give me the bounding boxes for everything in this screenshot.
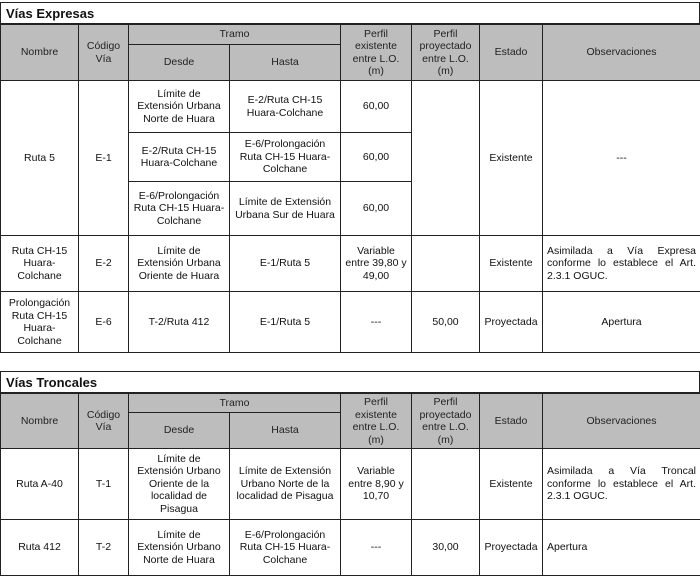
header-codigo: Código Vía [79,25,129,81]
cell-hasta: E-6/Prolongación Ruta CH-15 Huara-Colchane [230,133,341,182]
header-perfil-proyectado: Perfil proyectado entre L.O. (m) [412,394,480,449]
cell-observaciones: Asimilada a Vía Troncal conforme lo establece el Art. 2.3.1 OGUC. [543,449,700,520]
cell-perfil-existente: --- [341,520,412,576]
cell-hasta: E-1/Ruta 5 [230,292,341,353]
cell-perfil-proyectado [412,81,480,236]
table-row [1,81,700,133]
cell-nombre: Ruta 5 [1,81,79,236]
header-observaciones: Observaciones [543,25,700,81]
cell-estado: Proyectada [480,292,543,353]
header-nombre: Nombre [1,394,79,449]
cell-desde: Límite de Extensión Urbano Oriente de la localidad de Pisagua [129,449,230,520]
header-estado: Estado [480,394,543,449]
cell-perfil-existente: 60,00 [341,182,412,236]
cell-nombre: Ruta 412 [1,520,79,576]
vias-expresas-table [0,24,700,353]
header-observaciones: Observaciones [543,394,700,449]
vias-troncales-table [0,393,700,576]
header-perfil-existente: Perfil existente entre L.O. (m) [341,25,412,81]
cell-hasta: E-1/Ruta 5 [230,236,341,292]
cell-desde: Límite de Extensión Urbana Oriente de Huara [129,236,230,292]
cell-estado: Existente [480,236,543,292]
header-estado: Estado [480,25,543,81]
cell-codigo: T-1 [79,449,129,520]
cell-perfil-proyectado [412,236,480,292]
cell-nombre: Prolongación Ruta CH-15 Huara-Colchane [1,292,79,353]
cell-observaciones: Asimilada a Vía Expresa conforme lo establece el Art. 2.3.1 OGUC. [543,236,700,292]
cell-codigo: E-2 [79,236,129,292]
section-vias-expresas [0,2,700,353]
section-title: Vías Troncales [0,371,700,393]
table-row [1,520,700,576]
cell-hasta: E-6/Prolongación Ruta CH-15 Huara-Colchane [230,520,341,576]
cell-desde: E-2/Ruta CH-15 Huara-Colchane [129,133,230,182]
header-hasta: Hasta [230,45,341,81]
cell-desde: Límite de Extensión Urbana Norte de Huara [129,81,230,133]
table-row [1,292,700,353]
cell-observaciones: Apertura [543,292,700,353]
table-row [1,449,700,520]
cell-codigo: T-2 [79,520,129,576]
header-perfil-existente: Perfil existente entre L.O. (m) [341,394,412,449]
cell-perfil-existente: 60,00 [341,81,412,133]
cell-desde: Límite de Extensión Urbano Norte de Huara [129,520,230,576]
cell-perfil-existente: 60,00 [341,133,412,182]
header-desde: Desde [129,45,230,81]
cell-observaciones: Apertura [543,520,700,576]
cell-perfil-proyectado: 50,00 [412,292,480,353]
cell-hasta: Límite de Extensión Urbano Norte de la localidad de Pisagua [230,449,341,520]
header-nombre: Nombre [1,25,79,81]
cell-nombre: Ruta A-40 [1,449,79,520]
cell-estado: Existente [480,449,543,520]
cell-estado: Proyectada [480,520,543,576]
section-title: Vías Expresas [0,2,700,24]
cell-observaciones: --- [543,81,700,236]
header-desde: Desde [129,413,230,449]
cell-codigo: E-6 [79,292,129,353]
cell-hasta: E-2/Ruta CH-15 Huara-Colchane [230,81,341,133]
cell-desde: E-6/Prolongación Ruta CH-15 Huara-Colchane [129,182,230,236]
section-vias-troncales [0,371,700,576]
cell-estado: Existente [480,81,543,236]
header-codigo: Código Vía [79,394,129,449]
cell-perfil-existente: Variable entre 8,90 y 10,70 [341,449,412,520]
cell-desde: T-2/Ruta 412 [129,292,230,353]
header-hasta: Hasta [230,413,341,449]
cell-perfil-proyectado [412,449,480,520]
cell-hasta: Límite de Extensión Urbana Sur de Huara [230,182,341,236]
header-tramo: Tramo [129,394,341,413]
cell-perfil-existente: --- [341,292,412,353]
cell-codigo: E-1 [79,81,129,236]
cell-perfil-proyectado: 30,00 [412,520,480,576]
header-tramo: Tramo [129,25,341,45]
table-row [1,236,700,292]
header-perfil-proyectado: Perfil proyectado entre L.O. (m) [412,25,480,81]
cell-nombre: Ruta CH-15 Huara-Colchane [1,236,79,292]
cell-perfil-existente: Variable entre 39,80 y 49,00 [341,236,412,292]
